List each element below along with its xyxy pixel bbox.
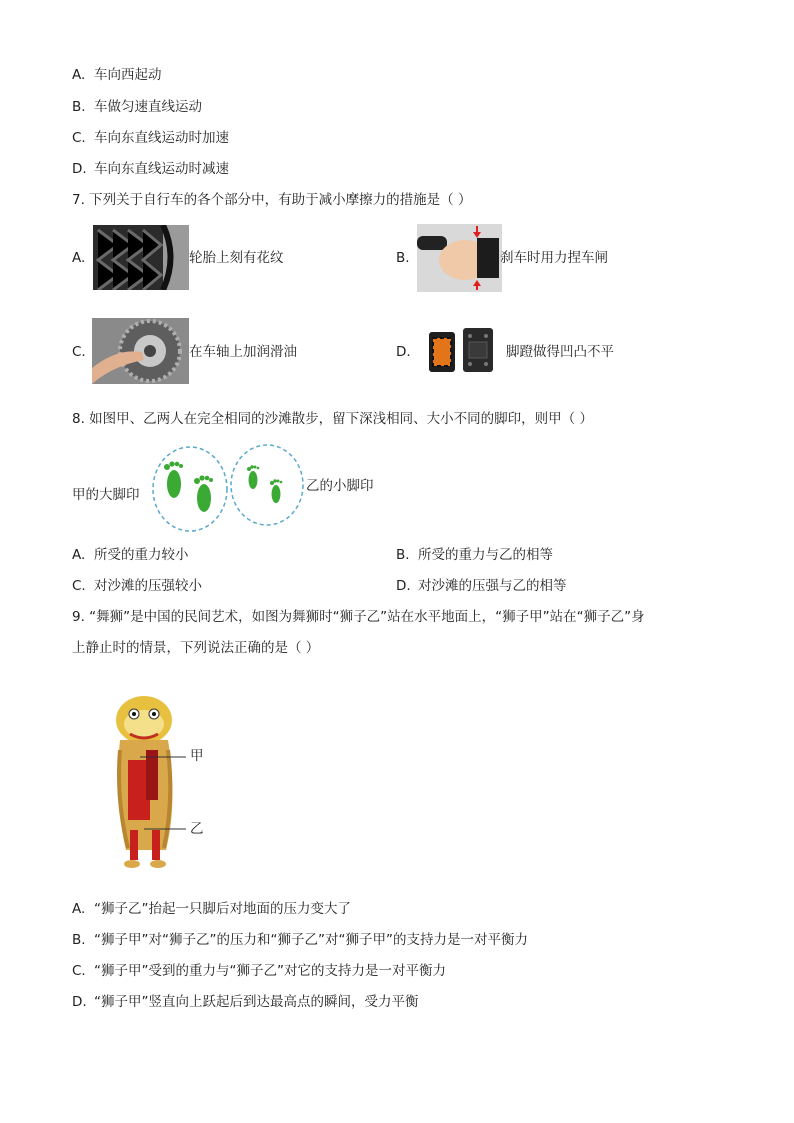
q6-option-c <box>72 129 229 147</box>
axle-oiling-photo-icon <box>92 318 189 384</box>
q7-option-a-letter: A. <box>72 250 86 266</box>
q7-option-c-text: 在车轴上加润滑油 <box>189 344 297 360</box>
q9-option-b <box>72 931 528 949</box>
q8-left-label: 甲的大脚印 <box>72 487 140 503</box>
q6-option-d <box>72 160 229 178</box>
q8-option-a <box>72 546 189 564</box>
tire-tread-photo-icon <box>93 225 189 290</box>
option-letter: D. <box>396 578 411 594</box>
q9-label-yi: 乙 <box>190 821 204 837</box>
q8-option-c <box>72 577 202 595</box>
q8-option-d <box>396 577 567 595</box>
q9-option-c <box>72 962 446 980</box>
q7-option-b-text: 刹车时用力捏车闸 <box>500 250 608 266</box>
option-text: 车向东直线运动时加速 <box>94 130 229 146</box>
q9-stem-line1: 9. “舞狮”是中国的民间艺术，如图为舞狮时“狮子乙”站在水平地面上，“狮子甲”站在“狮子乙”身 <box>72 609 645 625</box>
q7-option-d-text: 脚蹬做得凹凸不平 <box>506 344 614 360</box>
option-text: 车向东直线运动时减速 <box>94 161 229 177</box>
q6-option-a <box>72 66 162 84</box>
option-text: 对沙滩的压强与乙的相等 <box>418 578 567 594</box>
option-text: 所受的重力与乙的相等 <box>418 547 553 563</box>
option-letter: A. <box>72 901 86 917</box>
option-text: “狮子甲”受到的重力与“狮子乙”对它的支持力是一对平衡力 <box>94 963 446 979</box>
q7-option-a-text: 轮胎上刻有花纹 <box>189 250 284 266</box>
q8-right-label: 乙的小脚印 <box>306 478 374 494</box>
option-text: 对沙滩的压强较小 <box>94 578 202 594</box>
q8-option-b <box>396 546 553 564</box>
option-letter: A. <box>72 547 86 563</box>
q7-option-c-letter: C. <box>72 344 86 360</box>
option-letter: B. <box>396 547 410 563</box>
q9-stem-line2: 上静止时的情景，下列说法正确的是（ ） <box>72 640 320 656</box>
q9-label-jia: 甲 <box>190 748 204 764</box>
option-letter: D. <box>72 994 87 1010</box>
option-letter: C. <box>72 963 86 979</box>
q7-stem: 7. 下列关于自行车的各个部分中，有助于减小摩擦力的措施是（ ） <box>72 192 472 208</box>
pedal-photo-icon <box>425 322 497 380</box>
option-text: “狮子甲”竖直向上跃起后到达最高点的瞬间，受力平衡 <box>94 994 419 1010</box>
q6-option-b <box>72 98 202 116</box>
option-letter: B. <box>72 932 86 948</box>
footprints-figure <box>150 444 310 534</box>
option-text: 所受的重力较小 <box>94 547 189 563</box>
option-text: “狮子乙”抬起一只脚后对地面的压力变大了 <box>94 901 351 917</box>
q8-stem: 8. 如图甲、乙两人在完全相同的沙滩散步，留下深浅相同、大小不同的脚印，则甲（ ） <box>72 411 593 427</box>
option-letter: B. <box>72 99 86 115</box>
q7-option-d-letter: D. <box>396 344 411 360</box>
q9-option-a <box>72 900 351 918</box>
option-letter: A. <box>72 67 86 83</box>
option-text: 车向西起动 <box>94 67 162 83</box>
option-letter: D. <box>72 161 87 177</box>
option-text: 车做匀速直线运动 <box>94 99 202 115</box>
option-letter: C. <box>72 130 86 146</box>
option-text: “狮子甲”对“狮子乙”的压力和“狮子乙”对“狮子甲”的支持力是一对平衡力 <box>94 932 528 948</box>
option-letter: C. <box>72 578 86 594</box>
q7-option-b-letter: B. <box>396 250 410 266</box>
label-leader-lines <box>140 755 190 835</box>
q9-option-d <box>72 993 419 1011</box>
brake-lever-photo-icon <box>417 224 502 292</box>
